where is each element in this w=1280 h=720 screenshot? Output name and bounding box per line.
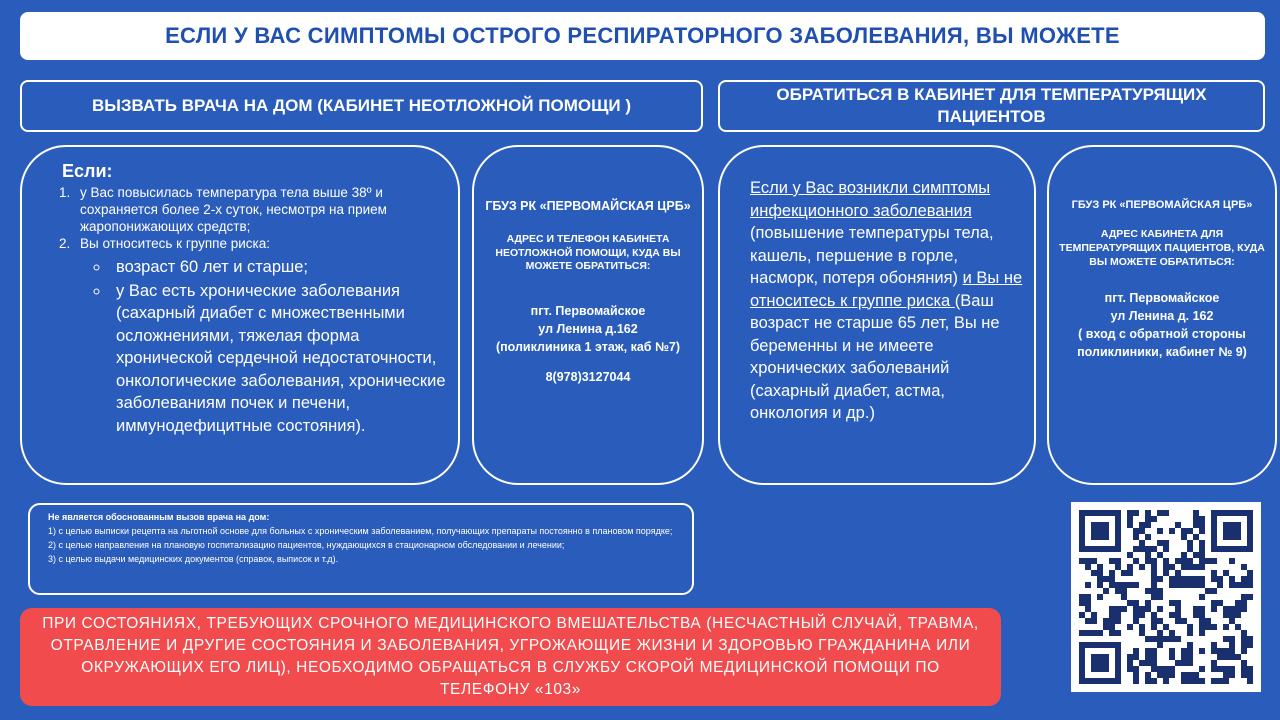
symptoms-text-underlined: и Вы не относитесь к группе риска (750, 269, 1023, 310)
symptoms-card (718, 145, 1036, 485)
conditions-heading: Если: (62, 161, 113, 181)
risk-group-list (80, 256, 446, 437)
urgent-clinic-card (472, 145, 704, 485)
notice-line: 3) с целью выдачи медицинских документов (справок, выписок и т.д). (48, 554, 339, 564)
fever-clinic-address-line: ( вход с обратной стороны поликлиники, кабинет № 9) (1077, 327, 1247, 359)
urgent-clinic-address-line: (поликлиника 1 этаж, каб №7) (495, 339, 681, 354)
emergency-alert: ПРИ СОСТОЯНИЯХ, ТРЕБУЮЩИХ СРОЧНОГО МЕДИЦИНСКОГО ВМЕШАТЕЛЬСТВА (НЕСЧАСТНЫЙ СЛУЧАЙ, ТРАВМА, ОТРАВЛЕНИЕ И ДРУГИЕ СОСТОЯНИЯ И ЗАБОЛЕВАНИЯ, УГРОЖАЮЩИЕ ЖИЗНИ И ЗДОРОВЬЮ ГРАЖДАНИНА ИЛИ ОКРУЖАЮЩИХ ЕГО ЛИЦ), НЕОБХОДИМО ОБРАЩАТЬСЯ В СЛУЖБУ СКОРОЙ МЕДИЦИНСКОЙ ПОМОЩИ ПО ТЕЛЕФОНУ «103» (20, 608, 1001, 706)
symptoms-text-underlined: Если у Вас возникли симптомы инфекционного заболевания (750, 179, 991, 220)
condition-item-risk-label: Вы относитесь к группе риска: (80, 236, 271, 251)
home-visit-header: ВЫЗВАТЬ ВРАЧА НА ДОМ (КАБИНЕТ НЕОТЛОЖНОЙ ПОМОЩИ ) (20, 80, 703, 132)
condition-item-risk-group (74, 235, 446, 437)
fever-clinic-address-line: ул Ленина д. 162 (1110, 309, 1214, 323)
conditions-card (20, 145, 460, 485)
fever-clinic-address (1049, 289, 1275, 361)
risk-item-chronic: ◦ у Вас есть хронические заболевания (сахарный диабет с множественными осложнениями, тяжелая форма хронической сердечной недостаточности, онкологические заболевания, хронические заболеваниям почек и печени, иммунодефицитные состояния). (110, 280, 446, 438)
urgent-clinic-address-line: пгт. Первомайское (530, 303, 646, 318)
page-title: ЕСЛИ У ВАС СИМПТОМЫ ОСТРОГО РЕСПИРАТОРНОГО ЗАБОЛЕВАНИЯ, ВЫ МОЖЕТЕ (20, 12, 1265, 60)
fever-clinic-card (1047, 145, 1277, 485)
fever-clinic-org: ГБУЗ РК «ПЕРВОМАЙСКАЯ ЦРБ» (1071, 199, 1253, 211)
urgent-clinic-org: ГБУЗ РК «ПЕРВОМАЙСКАЯ ЦРБ» (485, 199, 691, 213)
fever-room-header: ОБРАТИТЬСЯ В КАБИНЕТ ДЛЯ ТЕМПЕРАТУРЯЩИХ ПАЦИЕНТОВ (718, 80, 1265, 132)
urgent-clinic-info: АДРЕС И ТЕЛЕФОН КАБИНЕТА НЕОТЛОЖНОЙ ПОМОЩИ, КУДА ВЫ МОЖЕТЕ ОБРАТИТЬСЯ: (495, 233, 681, 272)
urgent-clinic-address-line: ул Ленина д.162 (538, 321, 638, 336)
notice-title: Не является обоснованным вызов врача на дом: (48, 512, 270, 522)
risk-item-age: ◦ возраст 60 лет и старше; (110, 256, 446, 279)
symptoms-text: (Ваш возраст не старше 65 лет, Вы не беременны и не имеете хронических заболеваний (сахарный диабет, астма, онкология и др.) (750, 291, 1000, 422)
unjustified-call-notice (28, 503, 694, 595)
symptoms-text: (повышение температуры тела, кашель, першение в горле, насморк, потеря обоняния) (750, 224, 994, 287)
condition-item-temperature: 1. у Вас повысилась температура тела выше 38º и сохраняется более 2-х суток, несмотря на прием жаропонижающих средств; (74, 184, 446, 235)
fever-clinic-info: АДРЕС КАБИНЕТА ДЛЯ ТЕМПЕРАТУРЯЩИХ ПАЦИЕНТОВ, КУДА ВЫ МОЖЕТЕ ОБРАТИТЬСЯ: (1059, 228, 1265, 268)
fever-clinic-address-line: пгт. Первомайское (1104, 291, 1220, 305)
conditions-list (48, 184, 446, 437)
urgent-clinic-phone: 8(978)3127044 (545, 369, 631, 384)
urgent-clinic-address (474, 302, 702, 356)
qr-code-icon[interactable] (1071, 502, 1261, 692)
notice-line: 2) с целью направления на плановую госпитализацию пациентов, нуждающихся в стационарном обследовании и лечении; (48, 540, 565, 550)
qr-code-graphic (1079, 510, 1253, 684)
notice-line: 1) с целью выписки рецепта на льготной основе для больных с хроническим заболеванием, получающих препараты постоянно в плановом порядке; (48, 526, 673, 536)
